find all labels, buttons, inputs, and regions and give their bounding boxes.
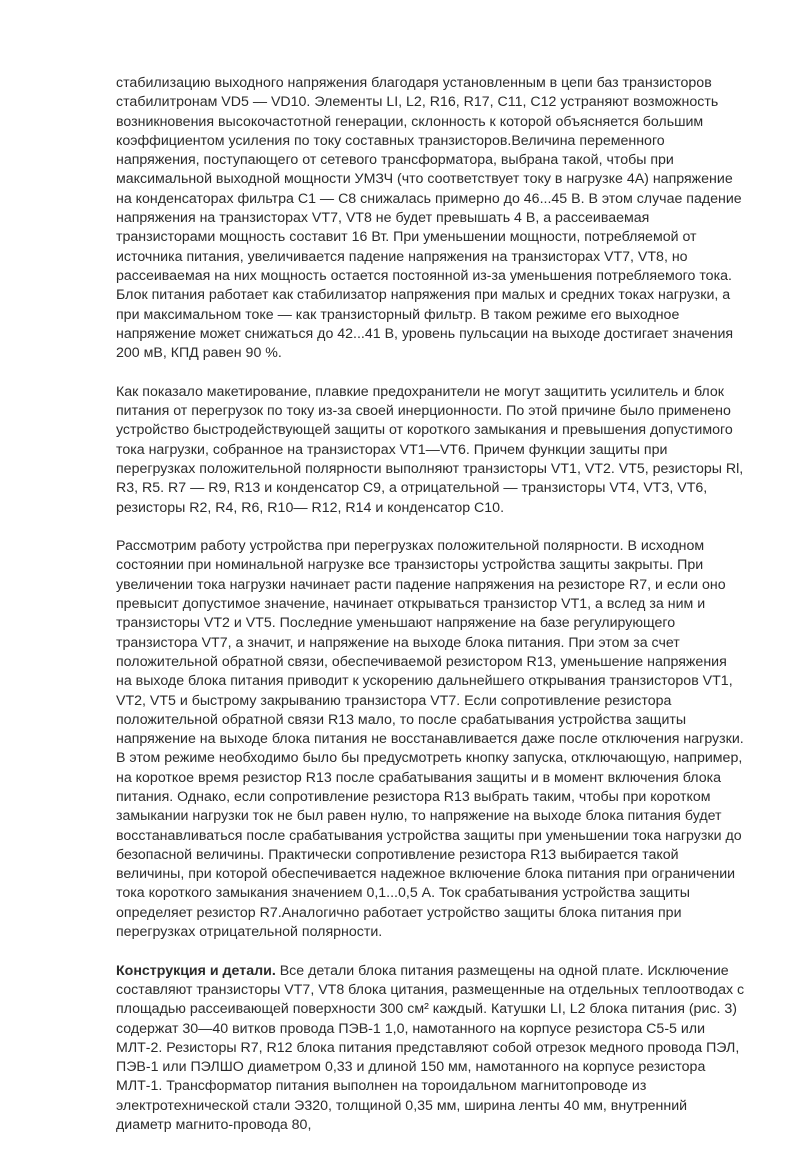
document-page <box>116 74 746 1155</box>
section-heading: Конструкция и детали. <box>116 962 276 979</box>
section-text: Все детали блока питания размещены на одной плате. Исключение составляют транзисторы VT7, VT8 блока цитания, размещенные на отдельных теплоотводах с площадью рассеивающей поверхности 300 см² каждый. Катушки LI, L2 блока питания (рис. 3) содержат 30—40 витков провода ПЭВ-1 1,0, намотанного на корпусе резистора С5-5 или МЛТ-2. Резисторы R7, R12 блока питания представляют собой отрезок медного провода ПЭЛ, ПЭВ-1 или ПЭЛШО диаметром 0,33 и длиной 150 мм, намотанного на корпусе резистора МЛТ-1. Трансформатор питания выполнен на тороидальном магнитопроводе из электротехнической стали Э320, толщиной 0,35 мм, ширина ленты 40 мм, внутренний диаметр магнито-провода 80, <box>116 962 745 1134</box>
paragraph-stabilization: стабилизацию выходного напряжения благодаря установленным в цепи баз транзисторов стабилитронам VD5 — VD10. Элементы LI, L2, R16, R17, С11, С12 устраняют возможность возникновения высокочастотной генерации, склонность к которой объясняется большим коэффициентом усиления по току составных транзисторов.Величина переменного напряжения, поступающего от сетевого трансформатора, выбрана такой, чтобы при максимальной выходной мощности УМЗЧ (что соответствует току в нагрузке 4А) напряжение на конденсаторах фильтра С1 — С8 снижалась примерно до 46...45 В. В этом случае падение напряжения на транзисторах VT7, VT8 не будет превышать 4 В, а рассеиваемая транзисторами мощность составит 16 Вт. При уменьшении мощности, потребляемой от источника питания, увеличивается падение напряжения на транзисторах VT7, VT8, но рассеиваемая на них мощность остается постоянной из-за уменьшения потребляемого тока. Блок питания работает как стабилизатор напряжения при малых и средних токах нагрузки, а при максимальном токе — как транзисторный фильтр. В таком режиме его выходное напряжение может снижаться до 42...41 В, уровень пульсации на выходе достигает значения 200 мВ, КПД равен 90 %. <box>116 75 742 362</box>
paragraph-protection-intro: Как показало макетирование, плавкие предохранители не могут защитить усилитель и блок питания от перегрузок по току из-за своей инерционности. По этой причине было применено устройство быстродействующей защиты от короткого замыкания и превышения допустимого тока нагрузки, собранное на транзисторах VT1—VT6. Причем функции защиты при перегрузках положительной полярности выполняют транзисторы VT1, VT2. VT5, резисторы Rl, R3, R5. R7 — R9, R13 и конденсатор С9, а отрицательной — транзисторы VT4, VT3, VT6, резисторы R2, R4, R6, R10— R12, R14 и конденсатор С10. <box>116 383 744 516</box>
paragraph-construction <box>116 962 746 1136</box>
paragraph-protection-operation: Рассмотрим работу устройства при перегрузках положительной полярности. В исходном состоянии при номинальной нагрузке все транзисторы устройства защиты закрыты. При увеличении тока нагрузки начинает расти падение напряжения на резисторе R7, и если оно превысит допустимое значение, начинает открываться транзистор VT1, а вслед за ним и транзисторы VT2 и VT5. Последние уменьшают напряжение на базе регулирующего транзистора VT7, а значит, и напряжение на выходе блока питания. При этом за счет положительной обратной связи, обеспечиваемой резистором R13, уменьшение напряжения на выходе блока питания приводит к ускорению дальнейшего открывания транзисторов VT1, VT2, VT5 и быстрому закрыванию транзистора VT7. Если сопротивление резистора положительной обратной связи R13 мало, то после срабатывания устройства защиты напряжение на выходе блока питания не восстанавливается даже после отключения нагрузки. В этом режиме необходимо было бы предусмотреть кнопку запуска, отключающую, например, на короткое время резистор R13 после срабатывания защиты и в момент включения блока питания. Однако, если сопротивление резистора R13 выбрать таким, чтобы при коротком замыкании нагрузки ток не был равен нулю, то напряжение на выходе блока питания будет восстанавливаться после срабатывания устройства защиты при уменьшении тока нагрузки до безопасной величины. Практически сопротивление резистора R13 выбирается такой величины, при которой обеспечивается надежное включение блока питания при ограничении тока короткого замыкания значением 0,1...0,5 А. Ток срабатывания устройства защиты определяет резистор R7.Аналогично работает устройство защиты блока питания при перегрузках отрицательной полярности. <box>116 538 744 941</box>
